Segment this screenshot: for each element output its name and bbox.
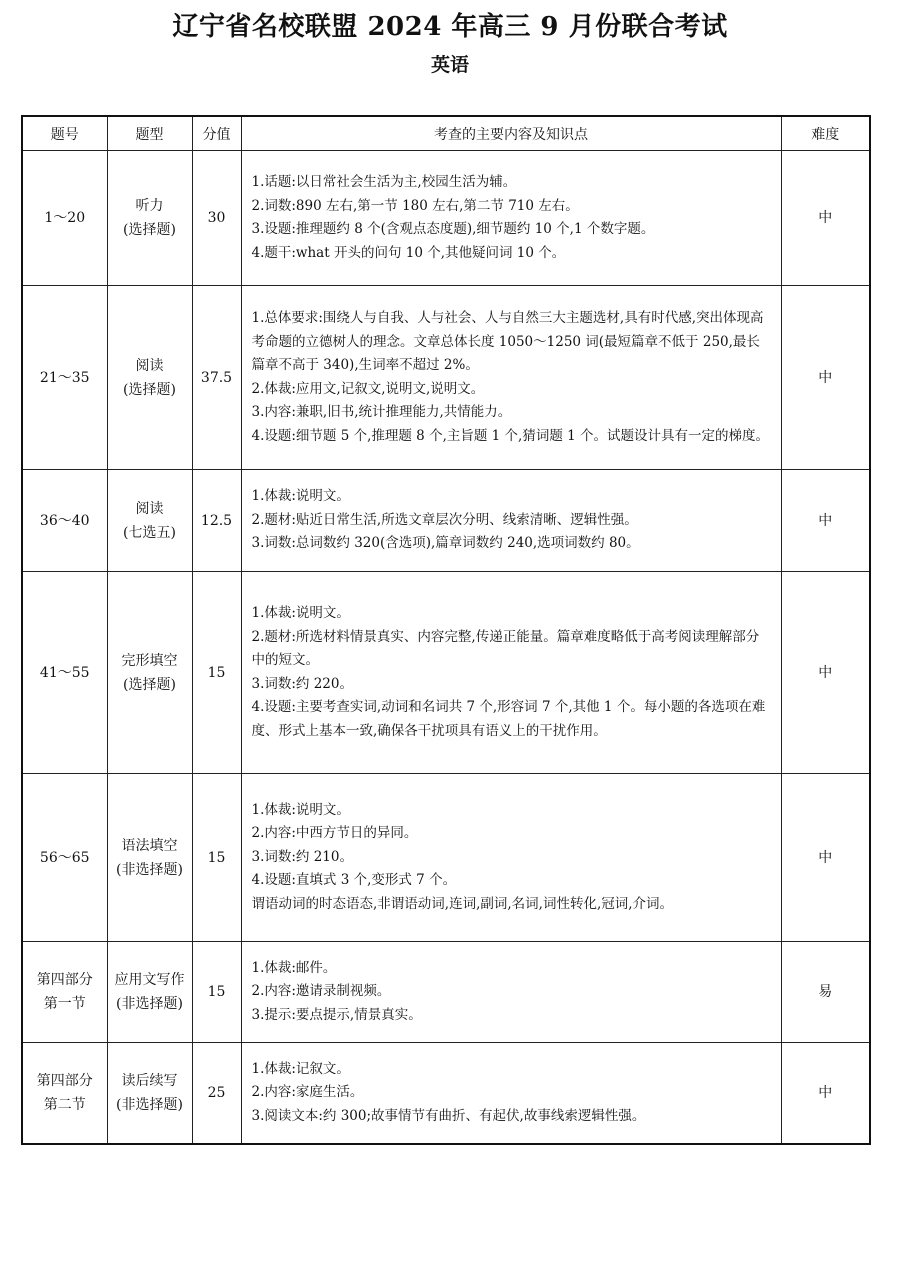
column-header-content: 考查的主要内容及知识点 (241, 116, 781, 151)
content-cell (241, 774, 781, 942)
table-row (22, 942, 870, 1043)
content-line: 2.内容:中西方节日的异同。 (251, 825, 418, 842)
score-cell: 12.5 (192, 470, 241, 572)
score-cell: 15 (192, 572, 241, 774)
question-type: 阅读 (135, 357, 164, 374)
question-format: (选择题) (123, 676, 176, 693)
content-line: 3.词数:总词数约 320(含选项),篇章词数约 240,选项词数约 80。 (251, 535, 640, 552)
difficulty-cell: 中 (781, 572, 870, 774)
question-number-cell (22, 774, 107, 942)
question-number: 21～35 (39, 369, 90, 386)
question-number-cell (22, 286, 107, 470)
content-line: 2.体裁:应用文,记叙文,说明文,说明文。 (251, 380, 485, 397)
question-type: 听力 (135, 198, 164, 214)
exam-title: 辽宁省名校联盟 2024 年高三 9 月份联合考试 (172, 12, 728, 42)
content-cell (241, 1043, 781, 1144)
score-cell: 25 (192, 1043, 241, 1144)
question-type: 应用文写作 (114, 972, 185, 988)
content-line: 1.体裁:邮件。 (251, 959, 337, 976)
content-line: 谓语动词的时态语态,非谓语动词,连词,副词,名词,词性转化,冠词,介词。 (251, 895, 674, 912)
content-cell (241, 151, 781, 286)
question-format: (非选择题) (116, 996, 183, 1012)
table-row (22, 572, 870, 774)
question-type-cell (107, 286, 192, 470)
content-line: 3.设题:推理题约 8 个(含观点态度题),细节题约 10 个,1 个数字题。 (251, 221, 655, 237)
score-cell: 15 (192, 774, 241, 942)
question-number: 41～55 (39, 664, 90, 681)
question-type-cell (107, 942, 192, 1043)
content-line: 3.提示:要点提示,情景真实。 (251, 1006, 422, 1023)
difficulty-cell: 易 (781, 942, 870, 1043)
score-cell: 37.5 (192, 286, 241, 470)
question-number: 56～65 (39, 849, 90, 866)
question-type: 完形填空 (121, 652, 178, 669)
question-type-cell (107, 470, 192, 572)
question-type-cell (107, 774, 192, 942)
exam-spec-table (21, 115, 871, 1145)
content-line: 4.设题:细节题 5 个,推理题 8 个,主旨题 1 个,猜词题 1 个。试题设计具有一定的梯度。 (251, 427, 769, 444)
content-line: 3.词数:约 220。 (251, 675, 353, 692)
content-line: 2.词数:890 左右,第一节 180 左右,第二节 710 左右。 (251, 197, 579, 214)
table-row (22, 1043, 870, 1144)
content-line: 1.体裁:说明文。 (251, 605, 350, 621)
content-line: 4.设题:主要考查实词,动词和名词共 7 个,形容词 7 个,其他 1 个。每小题的各选项在难度、形式上基本一致,确保各干扰项具有语义上的干扰作用。 (251, 699, 766, 739)
content-line: 3.阅读文本:约 300;故事情节有曲折、有起伏,故事线索逻辑性强。 (251, 1107, 646, 1124)
content-line: 2.内容:邀请录制视频。 (251, 983, 391, 1000)
question-number: 36～40 (39, 512, 90, 529)
content-line: 3.内容:兼职,旧书,统计推理能力,共情能力。 (251, 404, 512, 420)
question-format: (选择题) (123, 381, 176, 398)
content-line: 1.体裁:说明文。 (251, 801, 350, 818)
question-number-section: 第二节 (43, 1096, 86, 1113)
question-number: 第四部分 (36, 1072, 93, 1089)
column-header-difficulty: 难度 (781, 116, 870, 151)
table-row (22, 774, 870, 942)
difficulty-cell: 中 (781, 470, 870, 572)
question-type: 读后续写 (121, 1072, 178, 1089)
question-number-section: 第一节 (43, 996, 86, 1012)
content-line: 4.设题:直填式 3 个,变形式 7 个。 (251, 872, 457, 889)
score-cell: 15 (192, 942, 241, 1043)
question-number: 1～20 (44, 210, 86, 226)
content-line: 1.体裁:说明文。 (251, 488, 350, 505)
question-format: (七选五) (123, 524, 176, 541)
content-cell (241, 470, 781, 572)
content-cell (241, 572, 781, 774)
subject-title: 英语 (430, 54, 469, 76)
difficulty-cell: 中 (781, 1043, 870, 1144)
question-type-cell (107, 151, 192, 286)
table-row (22, 286, 870, 470)
question-number-cell (22, 942, 107, 1043)
question-type: 阅读 (135, 500, 164, 517)
column-header-type: 题型 (107, 116, 192, 151)
question-format: (选择题) (123, 222, 176, 238)
content-line: 3.词数:约 210。 (251, 848, 353, 865)
content-line: 2.内容:家庭生活。 (251, 1084, 364, 1100)
question-type-cell (107, 1043, 192, 1144)
question-format: (非选择题) (116, 861, 183, 878)
content-line: 1.话题:以日常社会生活为主,校园生活为辅。 (251, 174, 517, 190)
content-line: 1.体裁:记叙文。 (251, 1060, 350, 1077)
table-row (22, 470, 870, 572)
score-cell: 30 (192, 151, 241, 286)
content-line: 2.题材:所选材料情景真实、内容完整,传递正能量。篇章难度略低于高考阅读理解部分中的短文。 (251, 628, 760, 668)
table-header-row (22, 116, 870, 151)
question-number-cell (22, 151, 107, 286)
question-format: (非选择题) (116, 1096, 183, 1113)
table-row (22, 151, 870, 286)
column-header-number: 题号 (22, 116, 107, 151)
content-line: 4.题干:what 开头的问句 10 个,其他疑问词 10 个。 (251, 244, 566, 261)
question-number: 第四部分 (36, 972, 93, 988)
question-number-cell (22, 470, 107, 572)
column-header-score: 分值 (192, 116, 241, 151)
content-line: 2.题材:贴近日常生活,所选文章层次分明、线索清晰、逻辑性强。 (251, 511, 638, 528)
content-cell (241, 286, 781, 470)
question-type: 语法填空 (121, 837, 178, 854)
content-cell (241, 942, 781, 1043)
difficulty-cell: 中 (781, 774, 870, 942)
question-type-cell (107, 572, 192, 774)
content-line: 1.总体要求:围绕人与自我、人与社会、人与自然三大主题选材,具有时代感,突出体现高考命题的立德树人的理念。文章总体长度 1050～1250 词(最短篇章不低于 250,最长篇章不高于 340),生词率不超过 2%。 (251, 310, 764, 373)
question-number-cell (22, 1043, 107, 1144)
question-number-cell (22, 572, 107, 774)
difficulty-cell: 中 (781, 151, 870, 286)
difficulty-cell: 中 (781, 286, 870, 470)
